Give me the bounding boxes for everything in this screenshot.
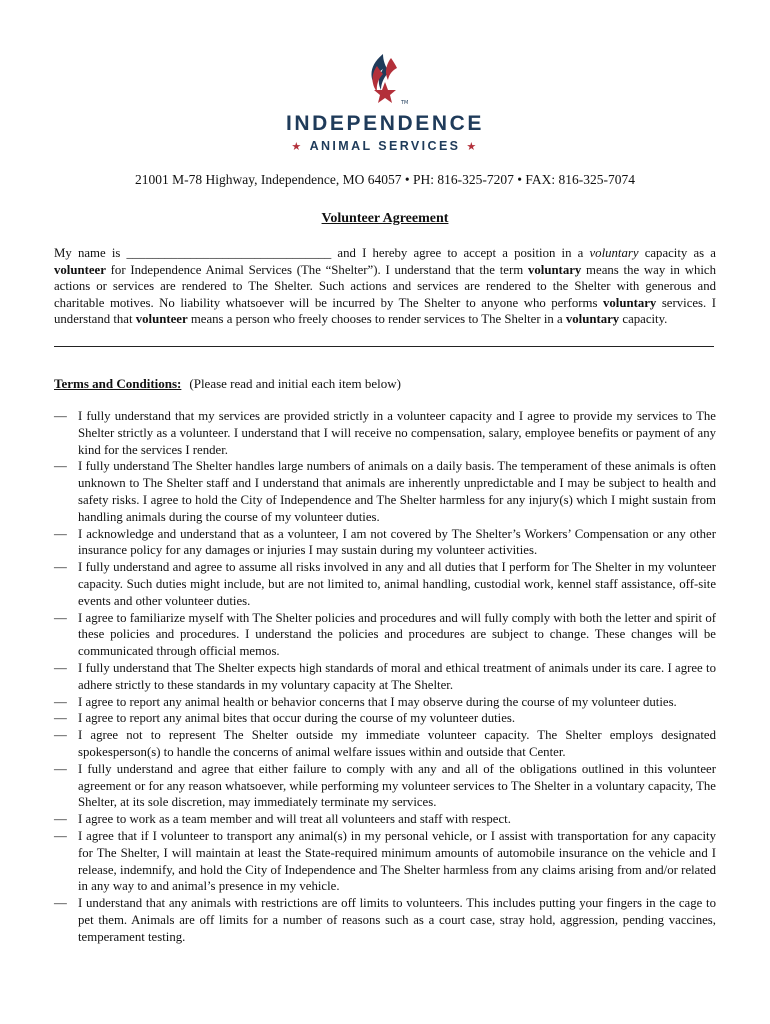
star-icon: ★: [466, 141, 479, 153]
dash-bullet-icon: —: [54, 828, 67, 843]
terms-item-text: I agree to familiarize myself with The Shelter policies and procedures and will fully comply with both the letter and spirit of these policies and procedures. I understand the policies and procedures are subject to change. These changes will be communicated through official memos.: [78, 610, 716, 659]
dash-bullet-icon: —: [54, 896, 67, 911]
org-subtitle-row: [0, 138, 770, 155]
terms-item-text: I agree to report any animal bites that occur during the course of my volunteer duties.: [78, 711, 516, 726]
intro-text: means the way in which actions or services are rendered to The Shelter. Such actions and services are rendered to the Shelter with generous and charitable motives. No liability whatsoever will be incurred by The Shelter to anyone who performs: [54, 262, 716, 310]
dash-bullet-icon: —: [54, 459, 67, 474]
dash-bullet-icon: —: [54, 610, 67, 625]
terms-item: [54, 408, 716, 458]
terms-item-text: I agree not to represent The Shelter outside my immediate volunteer capacity. The Shelter employs designated spokesperson(s) to handle the concerns of animal welfare issues within and outside that Center.: [78, 728, 716, 759]
emphasis-voluntary: voluntary: [527, 262, 582, 277]
terms-item: [54, 761, 716, 811]
star-icon: ★: [291, 141, 304, 153]
terms-item-text: I agree to report any animal health or behavior concerns that I may observe during the course of my volunteer duties.: [78, 694, 677, 709]
dash-bullet-icon: —: [54, 761, 67, 776]
terms-item: [54, 710, 716, 727]
terms-item: [54, 458, 716, 525]
terms-item-text: I fully understand The Shelter handles large numbers of animals on a daily basis. The temperament of these animals is often unknown to The Shelter staff and I understand that animals are inherently unpredictable and I may be subject to health and safety risks. I agree to hold the City of Independence and The Shelter harmless for any injury(s) which I might sustain from handling animals during the course of my volunteer duties.: [78, 459, 716, 524]
terms-item-text: I fully understand that my services are provided strictly in a volunteer capacity and I agree to provide my services to The Shelter strictly as a volunteer. I understand that I will receive no compensation, salary, employee benefits or payment of any kind for the services I render.: [78, 409, 716, 457]
terms-heading-row: [54, 376, 401, 392]
terms-item: [54, 526, 716, 560]
terms-heading: Terms and Conditions:: [54, 376, 182, 391]
emphasis-volunteer: volunteer: [135, 312, 188, 327]
terms-item-text: I agree that if I volunteer to transport any animal(s) in my personal vehicle, or I assist with transportation for any capacity for The Shelter, I will maintain at least the State-required minimum amounts of automobile insurance on the vehicle and I release, indemnify, and hold the City of Independence and The Shelter harmless from any claims arising from and/or related in any way to and animal’s presence in my vehicle.: [78, 828, 716, 894]
emphasis-voluntary: voluntary: [565, 312, 620, 327]
dash-bullet-icon: —: [54, 560, 67, 575]
intro-paragraph: [54, 245, 716, 328]
terms-item-text: I fully understand and agree to assume all risks involved in any and all duties that I perform for The Shelter in my volunteer capacity. Such duties might include, but are not limited to, animal handling, custodial work, kennel staff assistance, off-site events and other volunteer duties.: [78, 560, 716, 608]
dash-bullet-icon: —: [54, 660, 67, 675]
org-subtitle: ANIMAL SERVICES: [309, 139, 461, 153]
dash-bullet-icon: —: [54, 409, 67, 423]
terms-list: [54, 408, 716, 946]
terms-item: [54, 811, 716, 828]
intro-text: services. I understand that: [54, 295, 717, 327]
terms-note: (Please read and initial each item below): [189, 376, 401, 391]
terms-item-text: I fully understand and agree that either failure to comply with any and all of the obligations outlined in this volunteer agreement or for any reason whatsoever, while performing my volunteer services to The Shelter in a voluntary capacity, The Shelter, at its sole discretion, may immediately terminate my services.: [78, 761, 716, 810]
divider-line: [54, 346, 714, 347]
flame-star-logo-icon: [355, 52, 415, 110]
emphasis-volunteer: volunteer: [54, 262, 106, 277]
terms-item-text: I agree to work as a team member and will treat all volunteers and staff with respect.: [78, 812, 511, 827]
intro-text: capacity as a: [638, 246, 716, 260]
dash-bullet-icon: —: [54, 526, 67, 541]
emphasis-voluntary: voluntary: [589, 246, 639, 260]
dash-bullet-icon: —: [54, 728, 67, 743]
terms-item-text: I understand that any animals with restrictions are off limits to volunteers. This includes putting your fingers in the cage to pet them. Animals are off limits for a number of reasons such as a court case, stray hold, aggression, pending vaccines, temperament testing.: [78, 896, 716, 944]
terms-item: [54, 559, 716, 609]
terms-item: [54, 660, 716, 694]
terms-item: [54, 895, 716, 945]
org-name: INDEPENDENCE: [285, 112, 485, 135]
terms-item: [54, 727, 716, 761]
terms-item: [54, 610, 716, 660]
terms-item: [54, 828, 716, 895]
intro-text: means a person who freely chooses to render services to The Shelter in a: [187, 312, 566, 327]
intro-text: My name is ________________________________ and I hereby agree to accept a position in a: [54, 246, 590, 260]
document-title: Volunteer Agreement: [321, 211, 449, 226]
logo: [0, 52, 770, 155]
dash-bullet-icon: —: [54, 711, 67, 726]
svg-text:TM: TM: [401, 100, 409, 106]
intro-text: capacity.: [619, 312, 668, 327]
dash-bullet-icon: —: [54, 694, 67, 709]
intro-text: for Independence Animal Services (The “Shelter”). I understand that the term: [105, 262, 528, 277]
address-line: 21001 M-78 Highway, Independence, MO 64057 • PH: 816-325-7207 • FAX: 816-325-7074: [135, 172, 635, 187]
terms-item: [54, 694, 716, 711]
emphasis-voluntary: voluntary: [602, 295, 657, 310]
terms-item-text: I acknowledge and understand that as a volunteer, I am not covered by The Shelter’s Workers’ Compensation or any other insurance policy for any damages or injuries I may sustain during my volunteer activities.: [78, 526, 716, 558]
terms-item-text: I fully understand that The Shelter expects high standards of moral and ethical treatment of animals under its care. I agree to adhere strictly to these standards in my voluntary capacity at The Shelter.: [78, 660, 716, 692]
dash-bullet-icon: —: [54, 812, 67, 827]
